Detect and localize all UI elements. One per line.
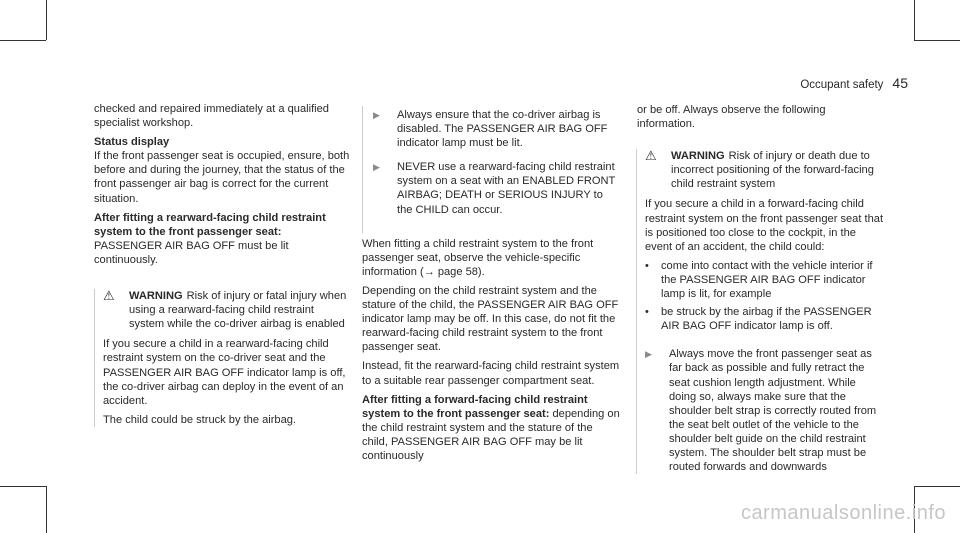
play-triangle-icon: ▶ bbox=[373, 110, 380, 120]
warning-box bbox=[636, 149, 886, 474]
list-item bbox=[645, 305, 886, 333]
tip-text: Always move the front passenger seat as far back as possible and fully retract the seat cushion length adjustment. While doing so, always make sure that the shoulder belt strap is correctly routed from the seat belt outlet of the vehicle to the shoulder belt guide on the child restraint system. The shoulder belt strap must be routed forwards and downwards bbox=[669, 348, 877, 474]
forward-text: depending on the child restraint system and the stature of the child, PASSENGER AIR BAG OFF may be lit continuously bbox=[362, 407, 620, 462]
crop-mark bbox=[46, 0, 47, 40]
bullet-dot-icon: • bbox=[645, 306, 649, 319]
bullet-dot-icon: • bbox=[645, 259, 649, 272]
warning-text: If you secure a child in a forward-facing child restraint system on the front passenger seat that is positioned too close to the cockpit, in the event of an accident, the child could: bbox=[645, 198, 884, 253]
warning-header bbox=[645, 149, 886, 191]
body-paragraph: When fitting a child restraint system to the front passenger seat, observe the vehicle-specific information (→ page 58). bbox=[362, 237, 594, 278]
crop-mark bbox=[914, 40, 960, 41]
column-2 bbox=[362, 106, 620, 468]
warning-headline-block bbox=[671, 149, 886, 191]
intro-text: checked and repaired immediately at a qualified specialist workshop. bbox=[94, 103, 329, 130]
warning-headline-block bbox=[129, 289, 352, 331]
crop-mark bbox=[0, 40, 46, 41]
tip-item bbox=[373, 108, 620, 150]
list-item bbox=[645, 259, 886, 301]
warning-headline: Risk of injury or death due to incorrect positioning of the forward-facing child restraint system bbox=[671, 150, 874, 191]
tip-text: NEVER use a rearward-facing child restraint system on a seat with an ENABLED FRONT AIRBAG; DEATH or SERIOUS INJURY to the CHILD can occur. bbox=[397, 161, 616, 216]
warning-bullet-list bbox=[645, 259, 886, 333]
body-paragraph: Depending on the child restraint system and the stature of the child, the PASSENGER AIR BAG OFF indicator lamp may be off. In this case, do not fit the rearward-facing child restraint system to the front passenger seat. bbox=[362, 284, 619, 354]
warning-triangle-icon: ⚠ bbox=[645, 148, 657, 164]
after-heading: After fitting a rearward-facing child restraint system to the front passenger seat: bbox=[94, 211, 326, 238]
status-heading: Status display bbox=[94, 136, 170, 149]
watermark: carmanualsonline.info bbox=[740, 502, 946, 524]
body-paragraph: Instead, fit the rearward-facing child restraint system to a suitable rear passenger compartment seat. bbox=[362, 360, 620, 387]
tip-text: Always ensure that the co-driver airbag is disabled. The PASSENGER AIR BAG OFF indicator lamp must be lit. bbox=[397, 109, 608, 150]
crop-mark bbox=[914, 486, 960, 487]
page-header bbox=[800, 75, 908, 91]
column-3 bbox=[636, 103, 886, 484]
section-title: Occupant safety bbox=[800, 79, 884, 91]
crop-mark bbox=[0, 486, 46, 487]
play-triangle-icon: ▶ bbox=[373, 162, 380, 173]
bullet-text: be struck by the airbag if the PASSENGER AIR BAG OFF indicator lamp is off. bbox=[661, 306, 872, 333]
warning-header bbox=[103, 289, 352, 331]
page-number: 45 bbox=[892, 75, 908, 91]
after-text: PASSENGER AIR BAG OFF must be lit continuously. bbox=[94, 239, 289, 266]
warning-triangle-icon: ⚠ bbox=[103, 288, 115, 304]
warning-title: WARNING bbox=[671, 150, 725, 163]
intro-text: or be off. Always observe the following information. bbox=[637, 104, 826, 131]
crop-mark bbox=[914, 0, 915, 40]
after-paragraph bbox=[94, 211, 352, 267]
column-2-body bbox=[362, 237, 620, 463]
status-text: If the front passenger seat is occupied, ensure, both before and during the journey, that the status of the front passenger air bag is correct for the current situation. bbox=[94, 150, 350, 205]
warning-box bbox=[94, 289, 352, 427]
crop-mark bbox=[46, 486, 47, 533]
tip-item bbox=[645, 347, 886, 474]
forward-heading: After fitting a forward-facing child restraint system to the front passenger seat: bbox=[362, 393, 588, 420]
warning-headline: Risk of injury or fatal injury when using a rearward-facing child restraint system while the co-driver airbag is enabled bbox=[129, 290, 347, 331]
tip-box bbox=[362, 106, 620, 233]
play-triangle-icon: ▶ bbox=[645, 349, 652, 360]
warning-title: WARNING bbox=[129, 290, 183, 303]
tip-item bbox=[373, 160, 620, 216]
warning-text: If you secure a child in a rearward-facing child restraint system on the co-driver seat and the PASSENGER AIR BAG OFF indicator lamp is off, the co-driver airbag can deploy in the event of an accident. bbox=[103, 338, 346, 407]
warning-text: The child could be struck by the airbag. bbox=[103, 413, 297, 426]
forward-paragraph bbox=[362, 393, 620, 463]
column-1 bbox=[94, 102, 352, 432]
bullet-text: come into contact with the vehicle interior if the PASSENGER AIR BAG OFF indicator lamp is lit, for example bbox=[661, 259, 873, 301]
